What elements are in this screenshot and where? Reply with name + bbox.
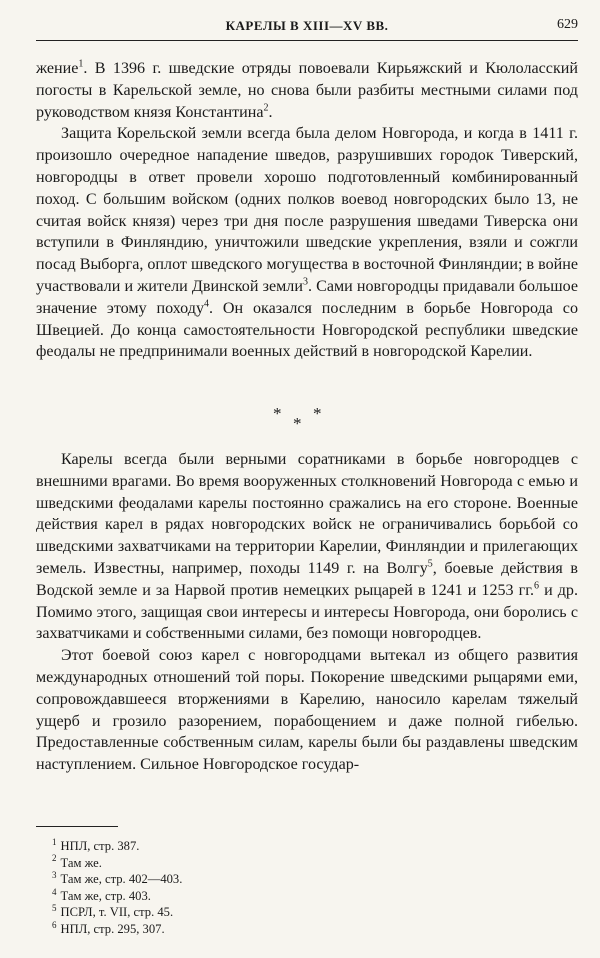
- page-number: 629: [557, 17, 578, 32]
- footnote-text: ПСРЛ, т. VII, стр. 45.: [60, 905, 174, 920]
- footnote-ref: 2: [263, 102, 269, 114]
- footnote: [52, 921, 182, 938]
- footnote-number: 5: [52, 903, 57, 914]
- footnote-text: Там же.: [60, 855, 102, 870]
- text-run: . Сами новгородцы придавали большое значение этому походу: [36, 277, 578, 317]
- text-run: . Он оказался последним в борьбе Новгорода со Швецией. До конца самостоятельности Новгородской республики шведские феодалы не предпринимали военных действий в новгородской Карелии.: [36, 299, 578, 361]
- footnote-rule: [36, 826, 118, 827]
- footnote-text: Там же, стр. 402—403.: [60, 872, 183, 887]
- footnote: [52, 871, 182, 888]
- running-title: КАРЕЛЫ В XIII—XV ВВ.: [225, 18, 389, 33]
- footnote-text: Там же, стр. 403.: [60, 888, 151, 903]
- footnote-number: 2: [52, 853, 57, 864]
- paragraph: [36, 123, 578, 363]
- text-run: . В 1396 г. шведские отряды повоевали Кирьяжский и Кюлоласский погосты в Карельской земле, но снова были разбиты местными силами под руководством князя Константина: [36, 60, 578, 121]
- footnote: [52, 888, 182, 905]
- footnote-number: 1: [52, 836, 57, 847]
- paragraph: [36, 449, 578, 645]
- footnote: [52, 855, 182, 872]
- text-run: Этот боевой союз карел с новгородцами вытекал из общего развития международных отношений той поры. Покорение шведскими рыцарями еми, сопровождавшееся вторжениями в Карелию, наносило карелам тяжелый ущерб и грозило разорением, порабощением и даже полной гибелью. Предоставленные собственным силам, карелы были бы раздавлены шведским наступлением. Сильное Новгородское государ-: [36, 647, 578, 774]
- main-text-bottom: [36, 449, 578, 776]
- footnote-text: НПЛ, стр. 295, 307.: [60, 921, 165, 936]
- footnote-number: 6: [52, 919, 57, 930]
- text-run: Карелы всегда были верными соратниками в борьбе новгородцев с внешними врагами. Во время вооруженных столкновений Новгорода с емью и шведскими феодалами карелы постоянно сражались на его стороне. Военные действия карел в рядах новгородских войск не ограничивались борьбой со шведскими захватчиками на территории Карелии, Финляндии и прилегающих земель. Известны, например, походы 1149 г. на Волгу: [36, 451, 578, 577]
- footnote-number: 3: [52, 870, 57, 880]
- footnote-ref: 4: [204, 298, 209, 310]
- paragraph: [36, 58, 578, 123]
- separator-star: *: [273, 404, 282, 423]
- footnote-number: 4: [52, 886, 57, 897]
- footnote-text: НПЛ, стр. 387.: [60, 839, 140, 853]
- footnote: [52, 904, 182, 921]
- text-run: и др. Помимо этого, защищая свои интересы и интересы Новгорода, они боролись с захватчиками и собственными силами, без помощи новгородцев.: [36, 581, 578, 643]
- footnote-ref: 1: [78, 58, 84, 70]
- footnotes: [52, 838, 182, 938]
- main-text-top: [36, 58, 578, 363]
- text-run: , боевые действия в Водской земле и за Нарвой против немецких рыцарей в 1241 и 1253 гг.: [36, 559, 579, 599]
- section-separator: [0, 404, 600, 434]
- text-run: Защита Корельской земли всегда была делом Новгорода, и когда в 1411 г. произошло очередное нападение шведов, разрушивших городок Тиверский, новгородцы в ответ провели хорошо подготовленный комбинированный поход. С большим войском (одних полков воевод новгородских было 13, не считая войск князя) через три дня после разрушения шведами Тиверска они вступили в Финляндию, уничтожили шведские укрепления, взяли и сожгли посад Выборга, оплот шведского могущества в восточной Финляндии; в войне участвовали и жители Двинской земли: [36, 125, 578, 295]
- footnote-ref: 3: [302, 276, 308, 288]
- footnote-ref: 6: [534, 580, 540, 592]
- footnote-ref: 5: [427, 558, 433, 570]
- separator-star: *: [293, 414, 302, 433]
- text-run: жение: [36, 60, 79, 77]
- footnote: [52, 838, 182, 855]
- running-header: [36, 14, 578, 41]
- text-run: .: [268, 103, 273, 121]
- separator-star: *: [313, 404, 322, 423]
- paragraph: [36, 645, 578, 776]
